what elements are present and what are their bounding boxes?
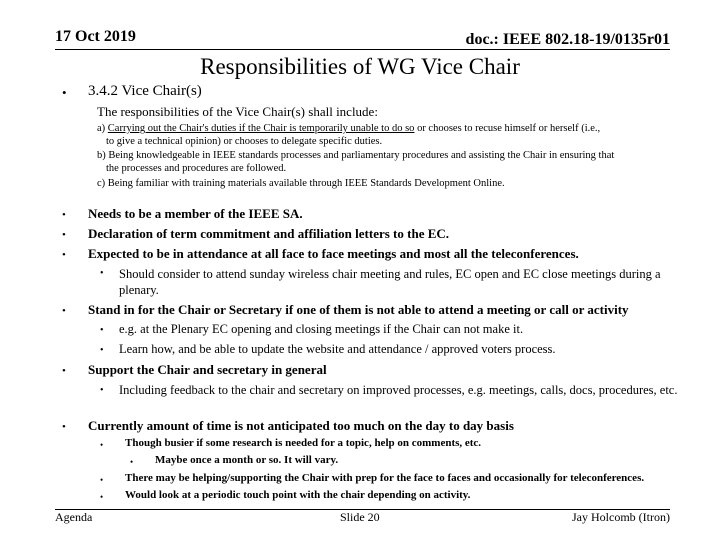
item-a-prefix: a) (97, 123, 108, 134)
bullet-marker: • (62, 305, 66, 317)
item-c: c) Being familiar with training materials available through IEEE Standards Development Online. (97, 178, 505, 189)
bullet-marker: • (100, 492, 104, 502)
section-intro: The responsibilities of the Vice Chair(s) shall include: (97, 104, 378, 119)
bullet-marker: • (62, 85, 67, 100)
bullet-marker: • (100, 325, 104, 336)
header-doc-id: doc.: IEEE 802.18-19/0135r01 (465, 31, 670, 48)
bullet-attendance-sub: Should consider to attend sunday wireless chair meeting and rules, EC open and EC close meetings during a plenary. (119, 267, 661, 297)
item-a-rest: or chooses to recuse himself or herself (i.e., (414, 123, 601, 134)
section-heading: 3.4.2 Vice Chair(s) (88, 83, 202, 99)
bullet-support: Support the Chair and secretary in general (88, 362, 327, 377)
bullet-marker: • (130, 457, 134, 467)
bullet-marker: • (100, 385, 104, 396)
header-rule (55, 49, 670, 50)
bullet-marker: • (62, 209, 66, 221)
bullet-time-sub1: Though busier if some research is needed for a topic, help on comments, etc. (125, 437, 482, 449)
bullet-time-sub1-sub: Maybe once a month or so. It will vary. (155, 454, 339, 466)
bullet-marker: • (100, 475, 104, 485)
footer-author: Jay Holcomb (Itron) (572, 510, 670, 524)
slide-title: Responsibilities of WG Vice Chair (200, 54, 520, 79)
bullet-stand-in: Stand in for the Chair or Secretary if one of them is not able to attend a meeting or call or activity (88, 302, 629, 317)
item-a-continued: to give a technical opinion) or chooses to delegate specific duties. (106, 136, 383, 147)
footer-slide-number: Slide 20 (340, 510, 380, 524)
bullet-declaration: Declaration of term commitment and affiliation letters to the EC. (88, 226, 450, 241)
bullet-marker: • (62, 365, 66, 377)
bullet-time-sub3: Would look at a periodic touch point with the chair depending on activity. (125, 489, 471, 501)
item-b-continued: the processes and procedures are followed. (106, 163, 287, 174)
bullet-stand-in-sub2: Learn how, and be able to update the website and attendance / approved voters process. (119, 342, 556, 356)
item-a (97, 123, 600, 134)
bullet-marker: • (62, 249, 66, 261)
bullet-time-sub2: There may be helping/supporting the Chair with prep for the face to faces and occasionally for teleconferences. (125, 472, 645, 484)
item-a-underlined: Carrying out the Chair's duties if the Chair is temporarily unable to do so (107, 123, 415, 134)
bullet-marker: • (100, 268, 104, 279)
header-date: 17 Oct 2019 (55, 28, 136, 45)
bullet-marker: • (100, 440, 104, 450)
bullet-stand-in-sub1: e.g. at the Plenary EC opening and closing meetings if the Chair can not make it. (119, 322, 524, 336)
bullet-support-sub: Including feedback to the chair and secretary on improved processes, e.g. meetings, calls, docs, procedures, etc. (119, 383, 678, 397)
bullet-marker: • (62, 421, 66, 433)
bullet-member: Needs to be a member of the IEEE SA. (88, 206, 303, 221)
bullet-marker: • (100, 345, 104, 356)
bullet-time: Currently amount of time is not anticipated too much on the day to day basis (88, 418, 514, 433)
item-b: b) Being knowledgeable in IEEE standards processes and parliamentary procedures and assisting the Chair in ensuring that (97, 150, 615, 161)
footer-left: Agenda (55, 510, 93, 524)
bullet-attendance: Expected to be in attendance at all face to face meetings and most all the teleconferences. (88, 246, 579, 261)
bullet-marker: • (62, 229, 66, 241)
